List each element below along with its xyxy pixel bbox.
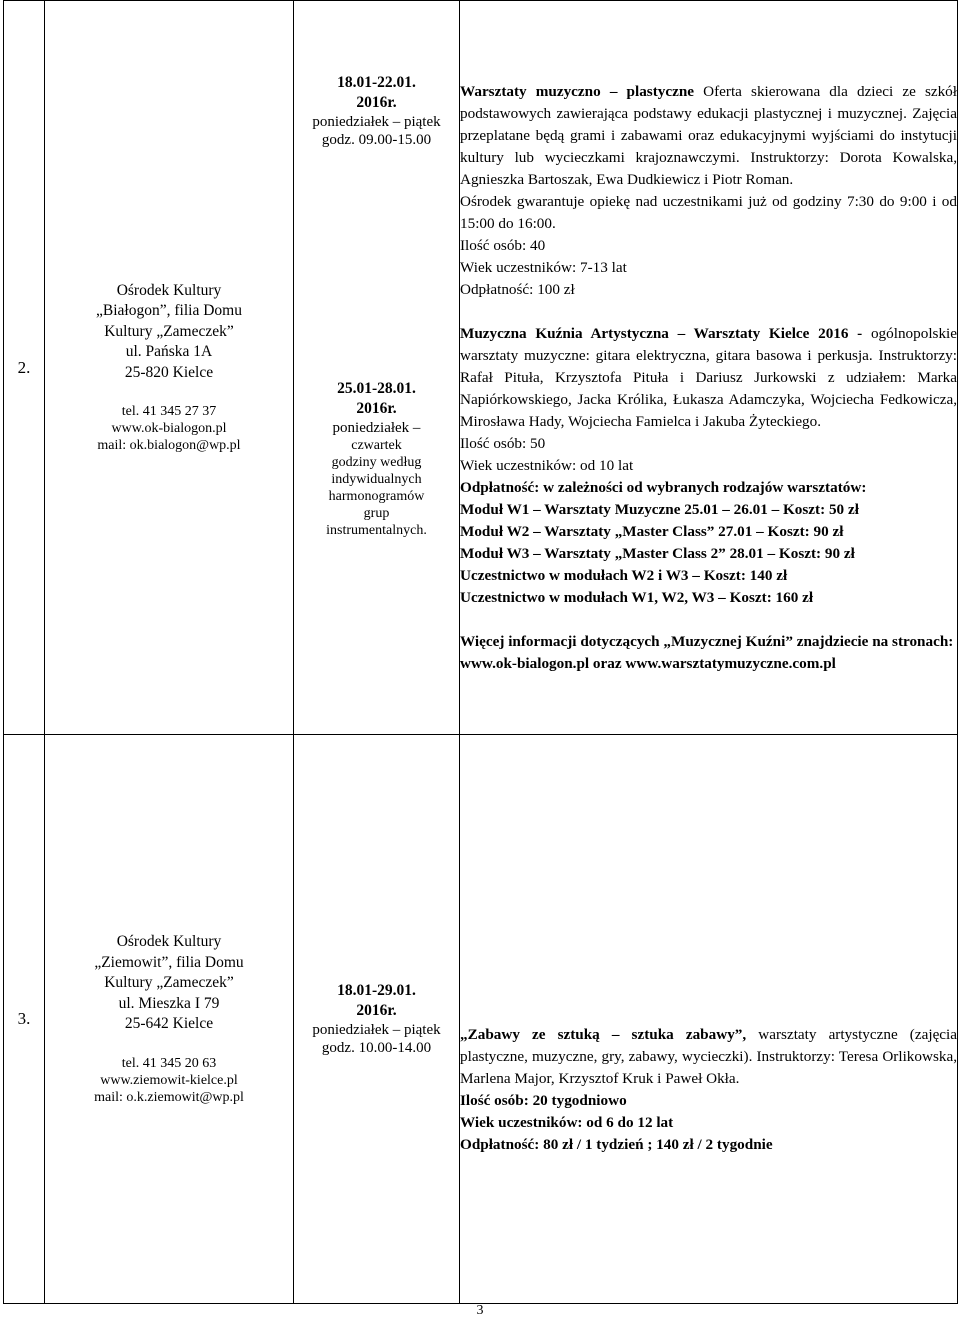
venue-address-city: 25-642 Kielce [124,1015,214,1033]
date-year: 2016r. [356,94,397,111]
fee: Odpłatność: 100 zł [460,280,575,298]
participant-count: Ilość osób: 40 [460,236,546,254]
fee: Odpłatność: w zależności od wybranych rodzajów warsztatów: [460,478,867,496]
dates-cell [294,735,460,1304]
dates-cell [294,1,460,735]
table-row [4,735,958,1304]
venue-email[interactable]: mail: ok.bialogon@wp.pl [97,438,241,454]
table-row [4,1,958,735]
row-number: 3. [4,735,45,1304]
description-cell [460,1,958,735]
date-hours: godz. 10.00-14.00 [321,1040,432,1056]
instructors-text: Instruktorzy: Rafał Pituła, Krzysztofa Pituła i Dariusz Jurkowski z udziałem: Marka Napiórkowskiego, Jacka Królika, Łukasza Adamczyka, Wojciecha Fedkowicza, Mirosława Hady, Wojciecha Famielca i Jakuba Żyteckiego. [460,346,957,430]
participant-count: Ilość osób: 50 [460,434,546,452]
participant-age: Wiek uczestników: 7-13 lat [460,258,627,276]
combo-price: Uczestnictwo w modułach W1, W2, W3 – Koszt: 160 zł [460,588,814,606]
page-number: 3 [476,1303,484,1318]
venue-name-line2: „Ziemowit”, filia Domu [94,953,244,971]
date-year: 2016r. [356,400,397,417]
venue-address-street: ul. Mieszka I 79 [118,994,220,1012]
date-range: 18.01-22.01. [337,74,416,91]
date-days-end: czwartek [351,438,402,453]
workshop-description [460,323,957,433]
date-days: poniedziałek – piątek [312,114,441,130]
module-price: Moduł W1 – Warsztaty Muzyczne 25.01 – 26.01 – Koszt: 50 zł [460,500,859,518]
workshop-description [460,1024,957,1090]
module-price: Moduł W2 – Warsztaty „Master Class” 27.01 – Koszt: 90 zł [460,522,844,540]
date-range: 18.01-29.01. [337,982,416,999]
venue-name-line3: Kultury „Zameczek” [104,974,234,992]
date-days: poniedziałek – [332,420,421,436]
more-info: Więcej informacji dotyczących „Muzycznej Kuźni” znajdziecie na stronach: [460,632,954,650]
venue-name-line3: Kultury „Zameczek” [104,322,234,340]
participant-count: Ilość osób: 20 tygodniowo [460,1092,627,1109]
venue-phone: tel. 41 345 20 63 [121,1055,217,1071]
activities-table [3,0,958,1304]
participant-age: Wiek uczestników: od 6 do 12 lat [460,1114,674,1131]
venue-name-line1: Ośrodek Kultury [116,933,222,951]
workshop-text: ogólnopolskie warsztaty muzyczne: gitara elektryczna, gitara basowa i perkusja. [460,324,958,364]
date-note: harmonogramów [328,489,425,504]
workshop-text: Oferta skierowana dla dzieci ze szkół podstawowych zawierająca podstawy edukacji plastycznej i muzycznej. Zajęcia przeplatane będą grami i zabawami oraz edukacyjnymi wyjściami do instytucji kultury lub wycieczkami krajoznawczymi. Instruktorzy: Dorota Kowalska, Agnieszka Bartoszak, Ewa Dudkiewicz i Piotr Roman. [460,82,957,188]
more-info-links[interactable]: www.ok-bialogon.pl oraz www.warsztatymuzyczne.com.pl [460,654,836,672]
care-info: Ośrodek gwarantuje opiekę nad uczestnikami już od godziny 7:30 do 9:00 i od 15:00 do 16:00. [460,192,957,232]
venue-cell [45,1,294,735]
date-note: instrumentalnych. [326,523,427,538]
venue-phone: tel. 41 345 27 37 [121,404,217,420]
venue-cell [45,735,294,1304]
module-price: Moduł W3 – Warsztaty „Master Class 2” 28.01 – Koszt: 90 zł [460,544,855,562]
date-note: indywidualnych [331,472,422,487]
workshop-title: Muzyczna Kuźnia Artystyczna – Warsztaty Kielce 2016 - [460,324,863,342]
venue-name-line2: „Białogon”, filia Domu [96,302,242,320]
date-year: 2016r. [356,1002,397,1019]
row-number: 2. [4,1,45,735]
venue-name-line1: Ośrodek Kultury [116,281,222,299]
date-note: godziny według [331,455,422,470]
workshop-title: Warsztaty muzyczno – plastyczne [460,82,695,100]
description-cell [460,735,958,1304]
workshop-text: warsztaty artystyczne (zajęcia plastyczne, muzyczne, gry, zabawy, wycieczki). Instruktorzy: Teresa Orlikowska, Marlena Major, Krzysztof Kruk i Paweł Okła. [460,1026,958,1087]
venue-address-city: 25-820 Kielce [124,363,214,381]
date-days: poniedziałek – piątek [312,1022,441,1038]
venue-website[interactable]: www.ziemowit-kielce.pl [100,1072,238,1088]
workshop-description [460,81,957,191]
workshop-title: „Zabawy ze sztuką – sztuka zabawy”, [460,1026,747,1043]
venue-address-street: ul. Pańska 1A [125,343,213,361]
date-range: 25.01-28.01. [337,380,416,397]
venue-email[interactable]: mail: o.k.ziemowit@wp.pl [94,1089,244,1105]
venue-website[interactable]: www.ok-bialogon.pl [111,421,227,437]
date-note: grup [363,506,390,521]
date-hours: godz. 09.00-15.00 [321,132,432,148]
fee: Odpłatność: 80 zł / 1 tydzień ; 140 zł / 2 tygodnie [460,1136,773,1153]
combo-price: Uczestnictwo w modułach W2 i W3 – Koszt: 140 zł [460,566,788,584]
participant-age: Wiek uczestników: od 10 lat [460,456,634,474]
